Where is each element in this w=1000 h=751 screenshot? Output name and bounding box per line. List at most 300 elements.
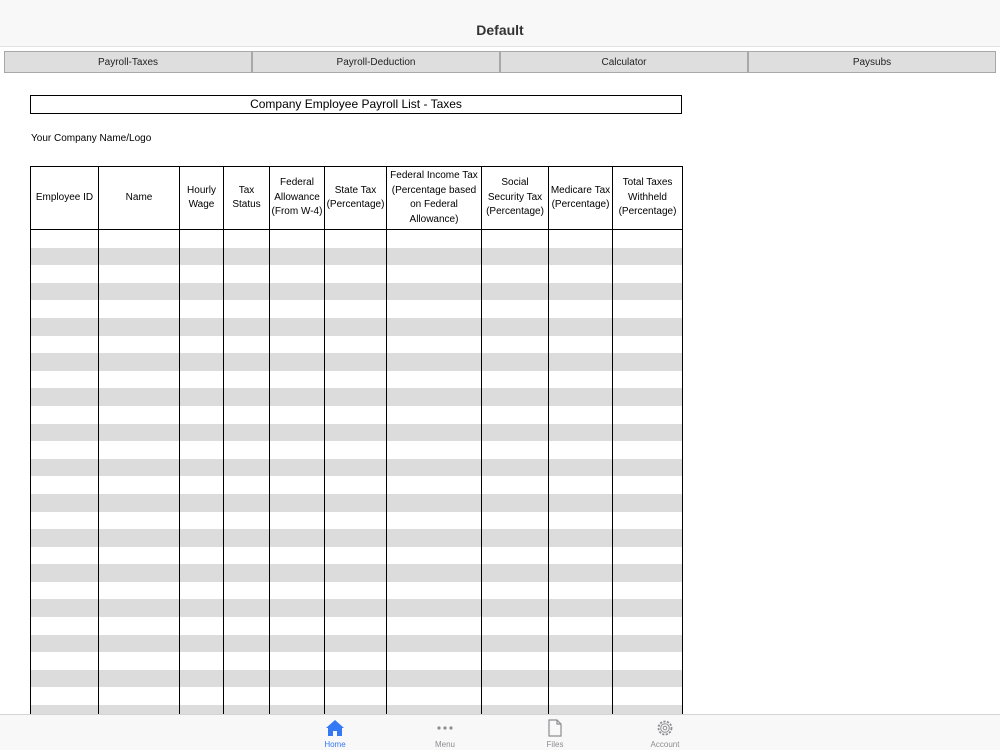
table-cell[interactable] [31,512,99,530]
table-cell[interactable] [224,494,270,512]
table-cell[interactable] [180,371,224,389]
table-cell[interactable] [613,300,683,318]
table-cell[interactable] [99,318,180,336]
table-cell[interactable] [99,248,180,266]
table-cell[interactable] [482,617,549,635]
table-cell[interactable] [180,529,224,547]
table-cell[interactable] [325,529,387,547]
table-cell[interactable] [270,564,325,582]
table-cell[interactable] [224,230,270,248]
table-cell[interactable] [180,512,224,530]
table-cell[interactable] [31,441,99,459]
table-cell[interactable] [31,599,99,617]
table-cell[interactable] [31,459,99,477]
col-header-federal-allowance[interactable]: Federal Allowance (From W-4) [270,167,325,230]
table-cell[interactable] [31,494,99,512]
table-cell[interactable] [31,265,99,283]
table-cell[interactable] [325,547,387,565]
table-cell[interactable] [325,652,387,670]
table-cell[interactable] [270,652,325,670]
table-cell[interactable] [224,371,270,389]
table-cell[interactable] [224,582,270,600]
table-cell[interactable] [99,529,180,547]
table-cell[interactable] [325,512,387,530]
table-cell[interactable] [224,529,270,547]
table-cell[interactable] [224,441,270,459]
table-cell[interactable] [99,652,180,670]
table-cell[interactable] [482,529,549,547]
tab-paysubs[interactable]: Paysubs [748,51,996,73]
table-cell[interactable] [482,459,549,477]
table-cell[interactable] [99,635,180,653]
table-cell[interactable] [99,670,180,688]
table-cell[interactable] [99,265,180,283]
table-cell[interactable] [99,564,180,582]
table-cell[interactable] [270,670,325,688]
table-cell[interactable] [482,406,549,424]
table-cell[interactable] [482,424,549,442]
table-cell[interactable] [180,617,224,635]
table-cell[interactable] [482,283,549,301]
col-header-social-security-tax[interactable]: Social Security Tax (Percentage) [482,167,549,230]
table-cell[interactable] [387,494,482,512]
table-cell[interactable] [180,248,224,266]
table-cell[interactable] [482,547,549,565]
table-cell[interactable] [613,687,683,705]
table-cell[interactable] [31,687,99,705]
table-cell[interactable] [99,388,180,406]
table-cell[interactable] [549,705,613,714]
table-cell[interactable] [99,476,180,494]
table-cell[interactable] [325,283,387,301]
table-cell[interactable] [224,388,270,406]
table-cell[interactable] [387,424,482,442]
table-cell[interactable] [549,687,613,705]
nav-home[interactable] [300,715,370,751]
table-cell[interactable] [549,652,613,670]
table-cell[interactable] [549,353,613,371]
table-cell[interactable] [99,512,180,530]
table-cell[interactable] [387,300,482,318]
table-cell[interactable] [387,529,482,547]
table-cell[interactable] [613,652,683,670]
report-title[interactable]: Company Employee Payroll List - Taxes [30,95,682,114]
table-cell[interactable] [613,283,683,301]
table-cell[interactable] [224,687,270,705]
table-cell[interactable] [482,652,549,670]
table-cell[interactable] [270,371,325,389]
table-cell[interactable] [613,529,683,547]
table-cell[interactable] [270,635,325,653]
table-cell[interactable] [549,336,613,354]
table-cell[interactable] [325,670,387,688]
table-cell[interactable] [224,705,270,714]
table-cell[interactable] [549,248,613,266]
table-cell[interactable] [482,336,549,354]
table-cell[interactable] [613,406,683,424]
table-cell[interactable] [325,248,387,266]
table-cell[interactable] [613,388,683,406]
table-cell[interactable] [270,441,325,459]
table-cell[interactable] [549,441,613,459]
table-cell[interactable] [613,705,683,714]
col-header-employee-id[interactable]: Employee ID [31,167,99,230]
table-cell[interactable] [180,459,224,477]
table-cell[interactable] [270,300,325,318]
table-cell[interactable] [180,494,224,512]
table-cell[interactable] [549,599,613,617]
nav-account[interactable] [630,715,700,751]
table-cell[interactable] [325,582,387,600]
table-cell[interactable] [180,705,224,714]
table-cell[interactable] [325,459,387,477]
table-cell[interactable] [180,300,224,318]
table-cell[interactable] [387,547,482,565]
table-cell[interactable] [387,248,482,266]
table-cell[interactable] [613,248,683,266]
table-cell[interactable] [613,459,683,477]
table-cell[interactable] [224,353,270,371]
table-cell[interactable] [99,336,180,354]
table-cell[interactable] [224,670,270,688]
table-cell[interactable] [387,476,482,494]
table-cell[interactable] [549,582,613,600]
table-cell[interactable] [31,635,99,653]
table-cell[interactable] [99,283,180,301]
table-cell[interactable] [31,705,99,714]
table-cell[interactable] [270,476,325,494]
table-cell[interactable] [613,230,683,248]
table-cell[interactable] [482,441,549,459]
table-cell[interactable] [270,230,325,248]
table-cell[interactable] [270,388,325,406]
table-cell[interactable] [31,670,99,688]
table-cell[interactable] [180,687,224,705]
table-cell[interactable] [180,318,224,336]
table-cell[interactable] [613,441,683,459]
tab-payroll-taxes[interactable]: Payroll-Taxes [4,51,252,73]
table-cell[interactable] [387,318,482,336]
table-cell[interactable] [224,599,270,617]
table-cell[interactable] [613,564,683,582]
table-cell[interactable] [613,318,683,336]
table-cell[interactable] [387,687,482,705]
table-cell[interactable] [180,336,224,354]
table-cell[interactable] [482,582,549,600]
table-cell[interactable] [224,459,270,477]
table-cell[interactable] [270,512,325,530]
table-cell[interactable] [482,230,549,248]
table-cell[interactable] [270,599,325,617]
table-cell[interactable] [31,652,99,670]
table-cell[interactable] [224,512,270,530]
table-cell[interactable] [224,424,270,442]
table-cell[interactable] [31,371,99,389]
table-cell[interactable] [224,652,270,670]
table-cell[interactable] [549,371,613,389]
table-cell[interactable] [613,617,683,635]
table-cell[interactable] [325,441,387,459]
table-cell[interactable] [180,406,224,424]
table-cell[interactable] [180,353,224,371]
table-cell[interactable] [325,617,387,635]
table-cell[interactable] [31,547,99,565]
table-cell[interactable] [482,670,549,688]
table-cell[interactable] [224,635,270,653]
table-cell[interactable] [549,635,613,653]
table-cell[interactable] [549,388,613,406]
table-cell[interactable] [31,248,99,266]
table-cell[interactable] [613,512,683,530]
table-cell[interactable] [549,617,613,635]
table-cell[interactable] [613,547,683,565]
table-cell[interactable] [613,582,683,600]
table-cell[interactable] [325,635,387,653]
table-cell[interactable] [224,476,270,494]
table-cell[interactable] [31,529,99,547]
table-cell[interactable] [325,336,387,354]
table-cell[interactable] [224,318,270,336]
table-cell[interactable] [224,406,270,424]
table-cell[interactable] [549,265,613,283]
table-cell[interactable] [270,424,325,442]
table-cell[interactable] [549,318,613,336]
table-cell[interactable] [482,705,549,714]
table-cell[interactable] [180,599,224,617]
table-cell[interactable] [270,705,325,714]
table-cell[interactable] [387,652,482,670]
table-cell[interactable] [613,635,683,653]
table-cell[interactable] [325,318,387,336]
table-cell[interactable] [180,670,224,688]
col-header-hourly-wage[interactable]: Hourly Wage [180,167,224,230]
table-cell[interactable] [387,670,482,688]
table-cell[interactable] [31,283,99,301]
col-header-medicare-tax[interactable]: Medicare Tax (Percentage) [549,167,613,230]
col-header-state-tax[interactable]: State Tax (Percentage) [325,167,387,230]
table-cell[interactable] [387,406,482,424]
table-cell[interactable] [180,441,224,459]
table-cell[interactable] [482,300,549,318]
table-cell[interactable] [387,230,482,248]
table-cell[interactable] [224,336,270,354]
table-cell[interactable] [549,459,613,477]
table-cell[interactable] [482,687,549,705]
table-cell[interactable] [270,582,325,600]
table-cell[interactable] [549,547,613,565]
table-cell[interactable] [99,494,180,512]
table-cell[interactable] [31,230,99,248]
col-header-total-taxes[interactable]: Total Taxes Withheld (Percentage) [613,167,683,230]
table-cell[interactable] [482,371,549,389]
table-cell[interactable] [482,512,549,530]
table-cell[interactable] [270,406,325,424]
table-cell[interactable] [387,705,482,714]
table-cell[interactable] [482,494,549,512]
table-cell[interactable] [224,248,270,266]
table-cell[interactable] [387,388,482,406]
table-cell[interactable] [325,705,387,714]
table-cell[interactable] [270,459,325,477]
nav-menu[interactable] [410,715,480,751]
table-cell[interactable] [180,424,224,442]
table-cell[interactable] [270,353,325,371]
table-cell[interactable] [270,617,325,635]
table-cell[interactable] [387,617,482,635]
table-cell[interactable] [387,283,482,301]
table-cell[interactable] [325,476,387,494]
table-cell[interactable] [31,476,99,494]
table-cell[interactable] [31,388,99,406]
table-cell[interactable] [31,353,99,371]
table-cell[interactable] [613,336,683,354]
table-cell[interactable] [482,318,549,336]
table-cell[interactable] [325,494,387,512]
tab-payroll-deduction[interactable]: Payroll-Deduction [252,51,500,73]
table-cell[interactable] [613,494,683,512]
table-cell[interactable] [270,494,325,512]
table-cell[interactable] [549,283,613,301]
table-cell[interactable] [549,230,613,248]
table-cell[interactable] [224,547,270,565]
table-cell[interactable] [549,406,613,424]
table-cell[interactable] [387,564,482,582]
table-cell[interactable] [180,635,224,653]
tab-calculator[interactable]: Calculator [500,51,748,73]
table-cell[interactable] [549,670,613,688]
table-cell[interactable] [325,564,387,582]
table-cell[interactable] [482,564,549,582]
table-cell[interactable] [325,424,387,442]
table-cell[interactable] [224,265,270,283]
table-cell[interactable] [31,318,99,336]
table-cell[interactable] [99,300,180,318]
table-cell[interactable] [387,265,482,283]
table-cell[interactable] [31,564,99,582]
table-cell[interactable] [549,512,613,530]
table-cell[interactable] [613,265,683,283]
company-name-cell[interactable]: Your Company Name/Logo [31,133,152,144]
table-cell[interactable] [325,371,387,389]
table-cell[interactable] [387,336,482,354]
table-cell[interactable] [482,353,549,371]
table-cell[interactable] [99,582,180,600]
table-cell[interactable] [613,599,683,617]
table-cell[interactable] [270,529,325,547]
table-cell[interactable] [482,599,549,617]
table-cell[interactable] [387,512,482,530]
table-cell[interactable] [180,476,224,494]
table-cell[interactable] [99,353,180,371]
table-cell[interactable] [549,476,613,494]
table-cell[interactable] [180,265,224,283]
table-cell[interactable] [387,599,482,617]
table-cell[interactable] [549,300,613,318]
table-cell[interactable] [613,371,683,389]
table-cell[interactable] [549,564,613,582]
table-cell[interactable] [325,388,387,406]
table-cell[interactable] [180,582,224,600]
table-cell[interactable] [549,494,613,512]
table-cell[interactable] [325,599,387,617]
table-cell[interactable] [325,406,387,424]
table-cell[interactable] [482,476,549,494]
table-cell[interactable] [387,441,482,459]
table-cell[interactable] [99,459,180,477]
table-cell[interactable] [31,406,99,424]
table-cell[interactable] [99,599,180,617]
table-cell[interactable] [224,283,270,301]
table-cell[interactable] [180,547,224,565]
table-cell[interactable] [180,283,224,301]
table-cell[interactable] [387,582,482,600]
table-cell[interactable] [325,230,387,248]
table-cell[interactable] [549,529,613,547]
table-cell[interactable] [99,371,180,389]
table-cell[interactable] [613,476,683,494]
table-cell[interactable] [387,635,482,653]
table-cell[interactable] [31,424,99,442]
col-header-name[interactable]: Name [99,167,180,230]
table-cell[interactable] [99,424,180,442]
table-cell[interactable] [99,406,180,424]
table-cell[interactable] [180,230,224,248]
table-cell[interactable] [482,388,549,406]
table-cell[interactable] [387,371,482,389]
table-cell[interactable] [99,230,180,248]
table-cell[interactable] [549,424,613,442]
table-cell[interactable] [224,617,270,635]
table-cell[interactable] [99,441,180,459]
table-cell[interactable] [270,283,325,301]
table-cell[interactable] [387,353,482,371]
table-cell[interactable] [325,687,387,705]
col-header-federal-income-tax[interactable]: Federal Income Tax (Percentage based on Federal Allowance) [387,167,482,230]
table-cell[interactable] [270,318,325,336]
table-cell[interactable] [180,652,224,670]
nav-files[interactable] [520,715,590,751]
table-cell[interactable] [613,670,683,688]
table-cell[interactable] [99,547,180,565]
table-cell[interactable] [180,564,224,582]
table-cell[interactable] [270,265,325,283]
table-cell[interactable] [270,336,325,354]
table-cell[interactable] [31,300,99,318]
table-cell[interactable] [325,353,387,371]
table-cell[interactable] [31,582,99,600]
table-cell[interactable] [270,547,325,565]
table-cell[interactable] [180,388,224,406]
table-cell[interactable] [482,265,549,283]
table-cell[interactable] [325,265,387,283]
table-cell[interactable] [482,635,549,653]
table-cell[interactable] [613,353,683,371]
table-cell[interactable] [613,424,683,442]
table-cell[interactable] [31,336,99,354]
table-cell[interactable] [99,687,180,705]
table-cell[interactable] [99,705,180,714]
table-cell[interactable] [31,617,99,635]
col-header-tax-status[interactable]: Tax Status [224,167,270,230]
table-cell[interactable] [224,300,270,318]
table-cell[interactable] [224,564,270,582]
table-cell[interactable] [387,459,482,477]
table-cell[interactable] [325,300,387,318]
table-cell[interactable] [270,687,325,705]
table-cell[interactable] [482,248,549,266]
table-cell[interactable] [99,617,180,635]
spreadsheet-area[interactable] [0,79,1000,714]
